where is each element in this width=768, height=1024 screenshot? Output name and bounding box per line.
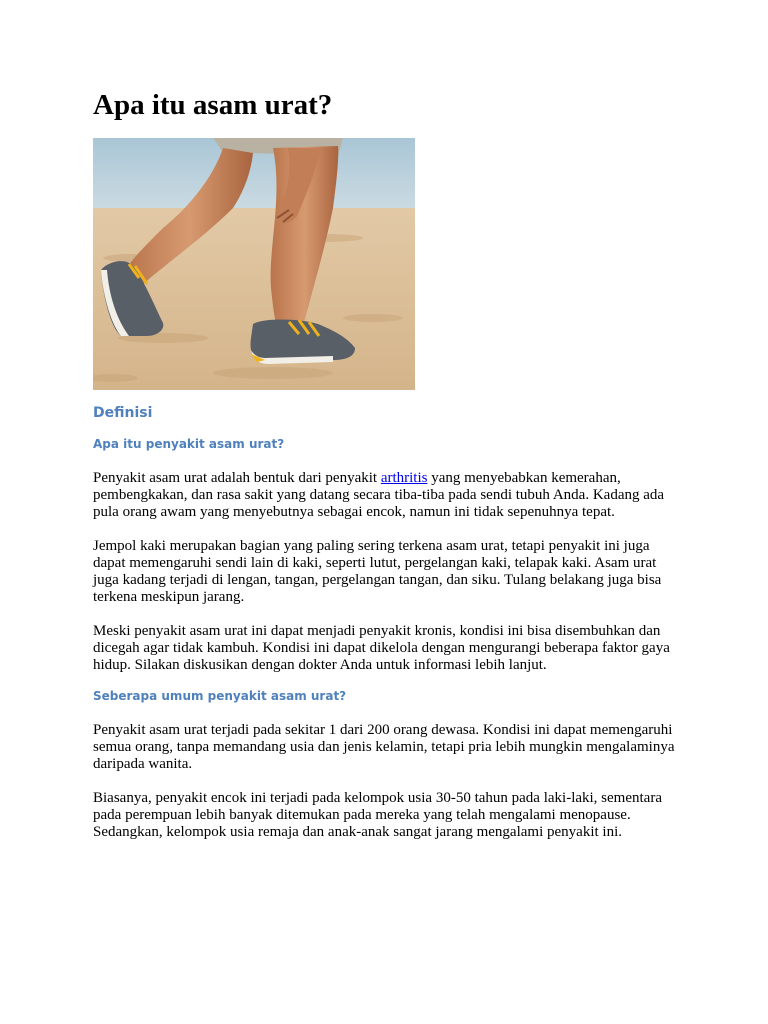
hero-image bbox=[93, 138, 415, 390]
paragraph-4: Penyakit asam urat terjadi pada sekitar 1 dari 200 orang dewasa. Kondisi ini dapat memengaruhi semua orang, tanpa memandang usia dan jenis kelamin, tetapi pria lebih mungkin mengalaminya daripada wanita. bbox=[93, 722, 675, 772]
section-heading-definisi: Definisi bbox=[93, 405, 153, 421]
paragraph-1-start: Penyakit asam urat adalah bentuk dari penyakit bbox=[93, 470, 381, 486]
subheading-seberapa-umum: Seberapa umum penyakit asam urat? bbox=[93, 689, 347, 703]
paragraph-3: Meski penyakit asam urat ini dapat menjadi penyakit kronis, kondisi ini bisa disembuhkan dan dicegah agar tidak kambuh. Kondisi ini dapat dikelola dengan mengurangi beberapa faktor gaya hidup. Silakan diskusikan dengan dokter Anda untuk informasi lebih lanjut. bbox=[93, 623, 670, 673]
page-title: Apa itu asam urat? bbox=[93, 89, 333, 121]
article-body bbox=[93, 86, 683, 841]
arthritis-link[interactable]: arthritis bbox=[380, 470, 428, 486]
paragraph-1-end: yang menyebabkan kemerahan, pembengkakan, dan rasa sakit yang datang secara tiba-tiba pada sendi tubuh Anda. Kadang ada pula orang awam yang menyebutnya sebagai encok, namun ini tidak sepenuhnya tepat. bbox=[93, 470, 665, 520]
paragraph-5: Biasanya, penyakit encok ini terjadi pada kelompok usia 30-50 tahun pada laki-laki, sementara pada perempuan lebih banyak ditemukan pada mereka yang telah mengalami menopause. Sedangkan, kelompok usia remaja dan anak-anak sangat jarang mengalami penyakit ini. bbox=[93, 790, 662, 840]
paragraph-1 bbox=[93, 470, 683, 521]
paragraph-2: Jempol kaki merupakan bagian yang paling sering terkena asam urat, tetapi penyakit ini juga dapat memengaruhi sendi lain di kaki, seperti lutut, pergelangan kaki, telapak kaki. Asam urat juga kadang terjadi di lengan, tangan, pergelangan tangan, dan siku. Tulang belakang juga bisa terkena meskipun jarang. bbox=[93, 538, 662, 605]
subheading-apa-itu: Apa itu penyakit asam urat? bbox=[93, 437, 285, 451]
runner-leg-photo bbox=[93, 138, 415, 390]
